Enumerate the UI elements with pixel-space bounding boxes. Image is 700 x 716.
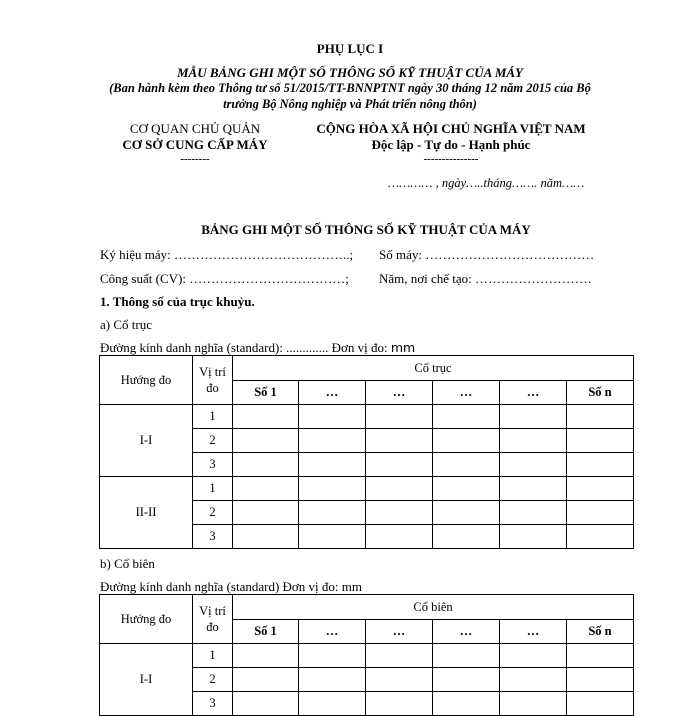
crank-pin-table (99, 594, 634, 716)
machine-number-field: Số máy: ………………………………… (379, 247, 595, 262)
header-direction: Hướng đo (100, 595, 193, 644)
issued-line-2: trưởng Bộ Nông nghiệp và Phát triển nông thôn) (223, 97, 477, 111)
col-header: Số n (567, 381, 634, 405)
subsection-b-heading: b) Cổ biên (100, 556, 155, 571)
header-journal: Cổ trục (233, 356, 634, 381)
col-header: … (500, 381, 567, 405)
issued-line-1: (Ban hành kèm theo Thông tư số 51/2015/TT-BNNPTNT ngày 30 tháng 12 năm 2015 của Bộ (109, 81, 591, 95)
col-header: … (299, 381, 366, 405)
value-cell[interactable] (366, 668, 433, 692)
value-cell[interactable] (366, 453, 433, 477)
power-field: Công suất (CV): ………………………………; (100, 271, 349, 286)
position-number: 3 (193, 525, 233, 549)
manufacture-field: Năm, nơi chế tạo: ……………………… (379, 271, 593, 286)
position-number: 2 (193, 668, 233, 692)
value-cell[interactable] (299, 501, 366, 525)
value-cell[interactable] (366, 477, 433, 501)
value-cell[interactable] (500, 405, 567, 429)
position-number: 1 (193, 405, 233, 429)
diameter-a-text: Đường kính danh nghĩa (standard): ............. Đơn vị đo: (100, 340, 388, 355)
value-cell[interactable] (233, 429, 299, 453)
value-cell[interactable] (433, 525, 500, 549)
value-cell[interactable] (567, 644, 634, 668)
value-cell[interactable] (233, 477, 299, 501)
diameter-a-line (100, 340, 415, 356)
position-number: 1 (193, 644, 233, 668)
crank-journal-table (99, 355, 634, 549)
direction-label: II-II (100, 477, 193, 549)
value-cell[interactable] (299, 477, 366, 501)
section-1-heading: 1. Thông số của trục khuỷu. (100, 294, 255, 309)
value-cell[interactable] (299, 453, 366, 477)
value-cell[interactable] (567, 692, 634, 716)
document-title: BẢNG GHI MỘT SỐ THÔNG SỐ KỸ THUẬT CỦA MÁY (201, 222, 531, 237)
value-cell[interactable] (433, 692, 500, 716)
direction-label: I-I (100, 644, 193, 716)
value-cell[interactable] (567, 501, 634, 525)
position-number: 2 (193, 429, 233, 453)
col-header: Số n (567, 620, 634, 644)
diameter-b-line: Đường kính danh nghĩa (standard) Đơn vị đo: mm (100, 579, 362, 594)
value-cell[interactable] (500, 525, 567, 549)
position-number: 3 (193, 692, 233, 716)
value-cell[interactable] (500, 501, 567, 525)
value-cell[interactable] (500, 644, 567, 668)
position-number: 1 (193, 477, 233, 501)
nation-motto: Độc lập - Tự do - Hạnh phúc (371, 137, 531, 152)
value-cell[interactable] (567, 525, 634, 549)
col-header: … (433, 381, 500, 405)
value-cell[interactable] (366, 405, 433, 429)
col-header: … (366, 381, 433, 405)
value-cell[interactable] (567, 668, 634, 692)
header-position: Vị trí đo (193, 356, 233, 405)
value-cell[interactable] (366, 501, 433, 525)
value-cell[interactable] (433, 477, 500, 501)
value-cell[interactable] (433, 429, 500, 453)
value-cell[interactable] (299, 525, 366, 549)
header-pin: Cổ biên (233, 595, 634, 620)
value-cell[interactable] (299, 644, 366, 668)
nation-divider: --------------- (423, 153, 479, 165)
value-cell[interactable] (233, 525, 299, 549)
value-cell[interactable] (433, 668, 500, 692)
value-cell[interactable] (366, 525, 433, 549)
value-cell[interactable] (433, 405, 500, 429)
value-cell[interactable] (299, 429, 366, 453)
col-header: Số 1 (233, 620, 299, 644)
value-cell[interactable] (500, 668, 567, 692)
value-cell[interactable] (500, 453, 567, 477)
value-cell[interactable] (233, 501, 299, 525)
value-cell[interactable] (500, 477, 567, 501)
agency-divider: -------- (180, 153, 210, 165)
value-cell[interactable] (433, 644, 500, 668)
value-cell[interactable] (366, 429, 433, 453)
value-cell[interactable] (567, 429, 634, 453)
position-number: 3 (193, 453, 233, 477)
diameter-a-unit: mm (390, 340, 416, 355)
form-title: MẪU BẢNG GHI MỘT SỐ THÔNG SỐ KỸ THUẬT CỦA MÁY (177, 65, 523, 80)
col-header: … (366, 620, 433, 644)
value-cell[interactable] (567, 405, 634, 429)
value-cell[interactable] (567, 453, 634, 477)
value-cell[interactable] (299, 668, 366, 692)
value-cell[interactable] (233, 692, 299, 716)
value-cell[interactable] (233, 644, 299, 668)
value-cell[interactable] (433, 453, 500, 477)
col-header: … (299, 620, 366, 644)
appendix-title: PHỤ LỤC I (316, 41, 384, 56)
direction-label: I-I (100, 405, 193, 477)
value-cell[interactable] (500, 692, 567, 716)
value-cell[interactable] (433, 501, 500, 525)
value-cell[interactable] (366, 644, 433, 668)
value-cell[interactable] (567, 477, 634, 501)
col-header: Số 1 (233, 381, 299, 405)
agency-line-1: CƠ QUAN CHỦ QUẢN (129, 121, 261, 136)
col-header: … (433, 620, 500, 644)
subsection-a-heading: a) Cổ trục (100, 317, 152, 332)
agency-line-2: CƠ SỞ CUNG CẤP MÁY (122, 137, 268, 152)
date-line: ………… , ngày…..tháng……. năm…… (388, 176, 585, 190)
value-cell[interactable] (299, 405, 366, 429)
value-cell[interactable] (366, 692, 433, 716)
col-header: … (500, 620, 567, 644)
value-cell[interactable] (299, 692, 366, 716)
value-cell[interactable] (500, 429, 567, 453)
header-position: Vị trí đo (193, 595, 233, 644)
nation-title: CỘNG HÒA XÃ HỘI CHỦ NGHĨA VIỆT NAM (316, 121, 586, 136)
position-number: 2 (193, 501, 233, 525)
value-cell[interactable] (233, 668, 299, 692)
value-cell[interactable] (233, 453, 299, 477)
header-direction: Hướng đo (100, 356, 193, 405)
value-cell[interactable] (233, 405, 299, 429)
machine-code-field: Ký hiệu máy: …………………………………..; (100, 247, 354, 262)
